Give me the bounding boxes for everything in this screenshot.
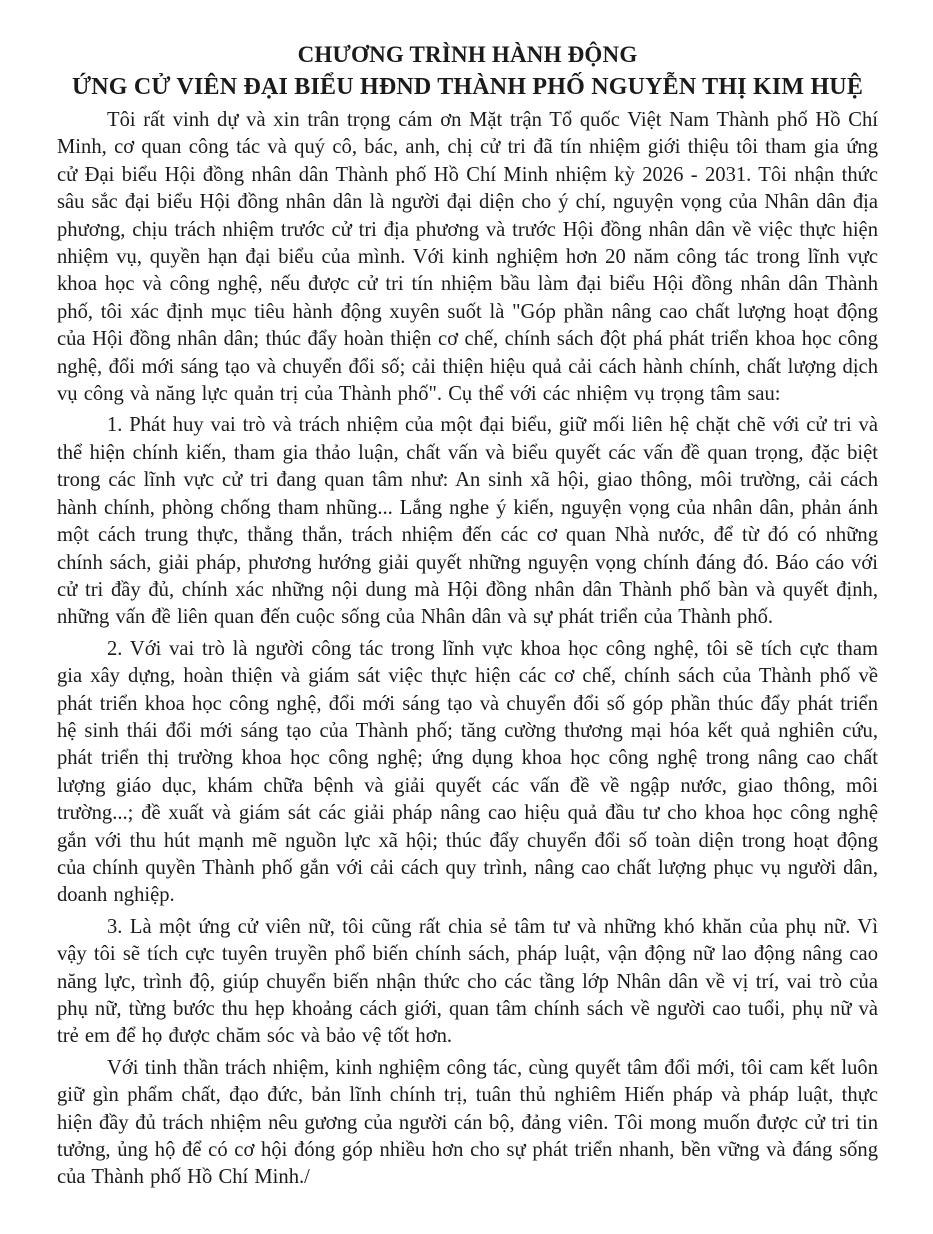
paragraph-closing: Với tinh thần trách nhiệm, kinh nghiệm công tác, cùng quyết tâm đổi mới, tôi cam kết luôn giữ gìn phẩm chất, đạo đức, bản lĩnh chính trị, tuân thủ nghiêm Hiến pháp và pháp luật, thực hiện đầy đủ trách nhiệm nêu gương của người cán bộ, đảng viên. Tôi mong muốn được cử tri tin tưởng, ủng hộ để có cơ hội đóng góp nhiều hơn cho sự phát triển nhanh, bền vững và đáng sống của Thành phố Hồ Chí Minh./ [57, 1056, 878, 1189]
paragraph-task-1: 1. Phát huy vai trò và trách nhiệm của một đại biểu, giữ mối liên hệ chặt chẽ với cử tri và thể hiện chính kiến, tham gia thảo luận, chất vấn và biểu quyết các vấn đề quan trọng, đặc biệt trong các lĩnh vực cử tri đang quan tâm như: An sinh xã hội, giao thông, môi trường, cải cách hành chính, phòng chống tham nhũng... Lắng nghe ý kiến, nguyện vọng của nhân dân, phản ánh một cách trung thực, thẳng thắn, trách nhiệm đến các cơ quan Nhà nước, để từ đó có những chính sách, giải pháp, phương hướng giải quyết những nguyện vọng chính đáng đó. Báo cáo với cử tri đầy đủ, chính xác những nội dung mà Hội đồng nhân dân Thành phố bàn và quyết định, những vấn đề liên quan đến cuộc sống của Nhân dân và sự phát triển của Thành phố. [57, 414, 878, 629]
document-title-line2: ỨNG CỬ VIÊN ĐẠI BIỂU HĐND THÀNH PHỐ NGUYỄN THỊ KIM HUỆ [71, 74, 864, 100]
paragraph-intro: Tôi rất vinh dự và xin trân trọng cám ơn Mặt trận Tổ quốc Việt Nam Thành phố Hồ Chí Minh, cơ quan công tác và quý cô, bác, anh, chị cử tri đã tín nhiệm giới thiệu tôi tham gia ứng cử Đại biểu Hội đồng nhân dân Thành phố Hồ Chí Minh nhiệm kỳ 2026 - 2031. Tôi nhận thức sâu sắc đại biểu Hội đồng nhân dân là người đại diện cho ý chí, nguyện vọng của Nhân dân địa phương, chịu trách nhiệm trước cử tri địa phương và trước Hội đồng nhân dân về việc thực hiện nhiệm vụ, quyền hạn đại biểu của mình. Với kinh nghiệm hơn 20 năm công tác trong lĩnh vực khoa học và công nghệ, nếu được cử tri tín nhiệm bầu làm đại biểu Hội đồng nhân dân Thành phố, tôi xác định mục tiêu hành động xuyên suốt là "Góp phần nâng cao chất lượng hoạt động của Hội đồng nhân dân; thúc đẩy hoàn thiện cơ chế, chính sách đột phá phát triển khoa học công nghệ, đổi mới sáng tạo và chuyển đổi số; cải thiện hiệu quả cải cách hành chính, chất lượng dịch vụ công và năng lực quản trị của Thành phố". Cụ thể với các nhiệm vụ trọng tâm sau: [57, 109, 878, 406]
paragraph-task-2: 2. Với vai trò là người công tác trong lĩnh vực khoa học công nghệ, tôi sẽ tích cực tham gia xây dựng, hoàn thiện và giám sát việc thực hiện các cơ chế, chính sách của Thành phố về phát triển khoa học công nghệ, đổi mới sáng tạo và chuyển đổi số góp phần thúc đẩy phát triển hệ sinh thái đổi mới sáng tạo của Thành phố; tăng cường thương mại hóa kết quả nghiên cứu, phát triển thị trường khoa học công nghệ; ứng dụng khoa học công nghệ trong nâng cao chất lượng giáo dục, khám chữa bệnh và giải quyết các vấn đề về ngập nước, giao thông, môi trường...; đề xuất và giám sát các giải pháp nâng cao hiệu quả đầu tư cho khoa học công nghệ gắn với thu hút mạnh mẽ nguồn lực xã hội; thúc đẩy chuyển đổi số toàn diện trong hoạt động của chính quyền Thành phố gắn với cải cách quy trình, nâng cao chất lượng phục vụ người dân, doanh nghiệp. [57, 637, 878, 907]
document-body [57, 107, 878, 1192]
document-title-line1: CHƯƠNG TRÌNH HÀNH ĐỘNG [297, 42, 638, 67]
paragraph-task-3: 3. Là một ứng cử viên nữ, tôi cũng rất chia sẻ tâm tư và những khó khăn của phụ nữ. Vì vậy tôi sẽ tích cực tuyên truyền phổ biến chính sách, pháp luật, vận động nữ lao động nâng cao năng lực, trình độ, giúp chuyển biến nhận thức cho các tầng lớp Nhân dân về vị trí, vai trò của phụ nữ, từng bước thu hẹp khoảng cách giới, quan tâm chính sách về người cao tuổi, phụ nữ và trẻ em để họ được chăm sóc và bảo vệ tốt hơn. [57, 915, 878, 1048]
document-title [57, 40, 878, 104]
